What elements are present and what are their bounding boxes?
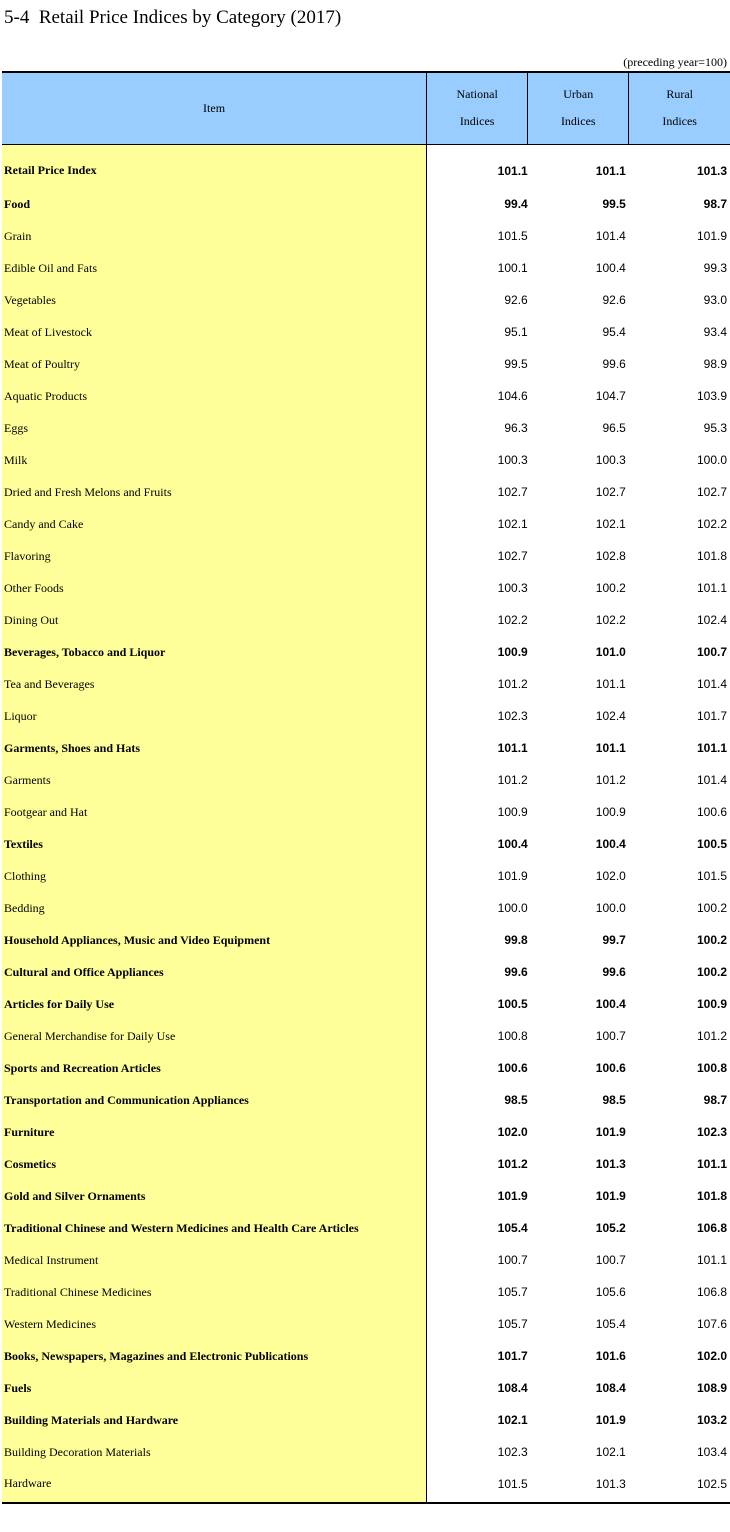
row-national-value: 102.1	[497, 1413, 528, 1427]
row-rural-value: 101.4	[696, 773, 727, 787]
row-urban-value: 101.3	[595, 1157, 626, 1171]
header-rural-line2: Indices	[662, 114, 697, 129]
row-national-value: 100.9	[497, 645, 528, 659]
row-item-label: Food	[2, 188, 427, 220]
row-rural-value: 99.3	[703, 261, 727, 275]
header-rural	[629, 72, 730, 144]
row-urban-value: 105.6	[595, 1285, 626, 1299]
header-row	[2, 72, 730, 144]
row-item-label: Gold and Silver Ornaments	[2, 1180, 427, 1212]
row-item-label: Milk	[2, 444, 427, 476]
row-item-label: Transportation and Communication Appliances	[2, 1084, 427, 1116]
table-row	[2, 144, 730, 188]
row-national-value: 100.5	[497, 997, 528, 1011]
row-rural-value: 100.2	[696, 901, 727, 915]
row-urban-value: 100.4	[595, 261, 626, 275]
row-national-value: 101.2	[497, 1157, 528, 1171]
row-urban-value: 99.6	[602, 357, 626, 371]
row-item-label: Liquor	[2, 700, 427, 732]
row-urban-value: 101.4	[595, 229, 626, 243]
row-item-label: Eggs	[2, 412, 427, 444]
row-rural-value: 98.7	[703, 1093, 727, 1107]
table-row	[2, 284, 730, 316]
header-urban-line1: Urban	[563, 87, 594, 102]
row-national-value: 101.2	[497, 677, 528, 691]
row-national-value: 100.6	[497, 1061, 528, 1075]
row-national-value: 99.4	[504, 197, 528, 211]
row-urban-value: 102.8	[595, 549, 626, 563]
row-urban-value: 96.5	[602, 421, 626, 435]
row-rural-value: 101.8	[696, 1189, 727, 1203]
row-rural-value: 101.1	[696, 741, 727, 755]
table-header	[2, 72, 730, 144]
table-row	[2, 732, 730, 764]
row-urban-value: 100.0	[595, 901, 626, 915]
table-row	[2, 348, 730, 380]
row-item-label: Clothing	[2, 860, 427, 892]
row-urban-value: 100.4	[595, 997, 626, 1011]
row-item-label: Household Appliances, Music and Video Equipment	[2, 924, 427, 956]
table-row	[2, 540, 730, 572]
row-item-label: Books, Newspapers, Magazines and Electronic Publications	[2, 1340, 427, 1372]
row-rural-value: 100.2	[696, 933, 727, 947]
row-rural-value: 100.6	[696, 805, 727, 819]
row-rural-value: 101.2	[696, 1029, 727, 1043]
row-urban-value: 101.9	[595, 1189, 626, 1203]
row-national-value: 99.8	[504, 933, 528, 947]
row-item-label: Traditional Chinese and Western Medicines and Health Care Articles	[2, 1212, 427, 1244]
table-row	[2, 956, 730, 988]
table-row	[2, 412, 730, 444]
table-row	[2, 668, 730, 700]
row-urban-value: 101.0	[595, 645, 626, 659]
table-row	[2, 636, 730, 668]
row-urban-value: 92.6	[602, 293, 626, 307]
row-national-value: 100.1	[497, 261, 528, 275]
table-row	[2, 1276, 730, 1308]
row-rural-value: 95.3	[703, 421, 727, 435]
row-national-value: 101.1	[497, 163, 528, 178]
row-rural-value: 102.5	[629, 1468, 730, 1503]
row-national-value: 100.3	[497, 581, 528, 595]
row-item-label: Western Medicines	[2, 1308, 427, 1340]
row-item-label: Aquatic Products	[2, 380, 427, 412]
table-row	[2, 1244, 730, 1276]
row-rural-value: 93.4	[703, 325, 727, 339]
row-rural-value: 106.8	[696, 1221, 727, 1235]
row-national-value: 102.3	[497, 709, 528, 723]
row-urban-value: 101.6	[595, 1349, 626, 1363]
row-urban-value: 98.5	[602, 1093, 626, 1107]
row-rural-value: 100.5	[696, 837, 727, 851]
row-national-value: 105.7	[497, 1317, 528, 1331]
table-row	[2, 1020, 730, 1052]
row-urban-value: 101.3	[528, 1468, 629, 1503]
table-row	[2, 476, 730, 508]
row-rural-value: 101.1	[696, 581, 727, 595]
row-item-label: Furniture	[2, 1116, 427, 1148]
table-row	[2, 764, 730, 796]
row-national-value: 101.9	[497, 869, 528, 883]
row-item-label: General Merchandise for Daily Use	[2, 1020, 427, 1052]
row-rural-value: 101.7	[696, 709, 727, 723]
row-urban-value: 102.7	[595, 485, 626, 499]
row-national-value: 101.2	[497, 773, 528, 787]
row-rural-value: 93.0	[703, 293, 727, 307]
table-row	[2, 1052, 730, 1084]
row-national-value: 105.7	[497, 1285, 528, 1299]
row-item-label: Textiles	[2, 828, 427, 860]
row-national-value: 100.9	[497, 805, 528, 819]
row-item-label: Cosmetics	[2, 1148, 427, 1180]
row-rural-value: 101.9	[696, 229, 727, 243]
row-item-label: Dried and Fresh Melons and Fruits	[2, 476, 427, 508]
row-rural-value: 107.6	[696, 1317, 727, 1331]
row-urban-value: 102.1	[595, 517, 626, 531]
row-urban-value: 99.5	[602, 197, 626, 211]
header-national-line1: National	[456, 87, 498, 102]
row-rural-value: 103.9	[696, 389, 727, 403]
table-row	[2, 316, 730, 348]
table-row	[2, 220, 730, 252]
table-row	[2, 988, 730, 1020]
row-urban-value: 102.2	[595, 613, 626, 627]
row-item-label: Footgear and Hat	[2, 796, 427, 828]
row-item-label: Fuels	[2, 1372, 427, 1404]
row-urban-value: 108.4	[595, 1381, 626, 1395]
row-national-value: 99.5	[504, 357, 528, 371]
row-item-label: Hardware	[2, 1468, 427, 1503]
row-national-value: 96.3	[504, 421, 528, 435]
row-urban-value: 102.0	[595, 869, 626, 883]
table-row	[2, 380, 730, 412]
row-national-value: 95.1	[504, 325, 528, 339]
row-rural-value: 102.0	[696, 1349, 727, 1363]
row-rural-value: 101.1	[696, 1157, 727, 1171]
row-item-label: Articles for Daily Use	[2, 988, 427, 1020]
row-item-label: Grain	[2, 220, 427, 252]
row-item-label: Building Decoration Materials	[2, 1436, 427, 1468]
row-urban-value: 95.4	[602, 325, 626, 339]
header-item: Item	[2, 72, 427, 144]
row-item-label: Retail Price Index	[2, 144, 427, 188]
row-urban-value: 102.1	[595, 1445, 626, 1459]
row-rural-value: 106.8	[696, 1285, 727, 1299]
table-row	[2, 1212, 730, 1244]
page-title: 5-4 Retail Price Indices by Category (2017)	[4, 7, 342, 28]
row-rural-value: 102.2	[696, 517, 727, 531]
row-national-value: 101.5	[427, 1468, 528, 1503]
row-item-label: Meat of Poultry	[2, 348, 427, 380]
row-urban-value: 100.7	[595, 1253, 626, 1267]
row-national-value: 92.6	[504, 293, 528, 307]
row-rural-value: 101.3	[696, 163, 727, 178]
row-urban-value: 100.4	[595, 837, 626, 851]
table-body	[2, 144, 730, 1503]
table-row	[2, 604, 730, 636]
row-rural-value: 98.9	[703, 357, 727, 371]
row-national-value: 102.7	[497, 549, 528, 563]
table-row	[2, 1372, 730, 1404]
row-item-label: Edible Oil and Fats	[2, 252, 427, 284]
header-urban	[528, 72, 629, 144]
row-item-label: Beverages, Tobacco and Liquor	[2, 636, 427, 668]
table-row	[2, 1148, 730, 1180]
row-urban-value: 105.2	[595, 1221, 626, 1235]
table-row	[2, 252, 730, 284]
row-urban-value: 105.4	[595, 1317, 626, 1331]
table-row	[2, 1308, 730, 1340]
table-row	[2, 1404, 730, 1436]
row-rural-value: 102.3	[696, 1125, 727, 1139]
row-national-value: 102.0	[497, 1125, 528, 1139]
base-year-note: (preceding year=100)	[623, 55, 727, 69]
row-urban-value: 99.7	[602, 933, 626, 947]
table-row	[2, 1116, 730, 1148]
row-national-value: 100.7	[497, 1253, 528, 1267]
row-rural-value: 100.9	[696, 997, 727, 1011]
row-national-value: 100.8	[497, 1029, 528, 1043]
row-national-value: 102.1	[497, 517, 528, 531]
row-urban-value: 100.2	[595, 581, 626, 595]
row-item-label: Traditional Chinese Medicines	[2, 1276, 427, 1308]
table-row	[2, 796, 730, 828]
row-rural-value: 103.2	[696, 1413, 727, 1427]
row-item-label: Bedding	[2, 892, 427, 924]
row-item-label: Medical Instrument	[2, 1244, 427, 1276]
row-urban-value: 101.9	[595, 1125, 626, 1139]
table-row	[2, 924, 730, 956]
row-rural-value: 101.8	[696, 549, 727, 563]
row-rural-value: 100.7	[696, 645, 727, 659]
row-urban-value: 101.1	[595, 741, 626, 755]
row-urban-value: 101.1	[595, 677, 626, 691]
row-national-value: 98.5	[504, 1093, 528, 1107]
row-rural-value: 108.9	[696, 1381, 727, 1395]
row-urban-value: 100.3	[595, 453, 626, 467]
row-national-value: 101.1	[497, 741, 528, 755]
row-rural-value: 101.5	[696, 869, 727, 883]
row-national-value: 101.7	[497, 1349, 528, 1363]
row-rural-value: 100.0	[696, 453, 727, 467]
row-urban-value: 100.6	[595, 1061, 626, 1075]
row-item-label: Garments, Shoes and Hats	[2, 732, 427, 764]
row-item-label: Vegetables	[2, 284, 427, 316]
table-row	[2, 508, 730, 540]
row-urban-value: 100.7	[595, 1029, 626, 1043]
row-urban-value: 101.2	[595, 773, 626, 787]
table-row	[2, 1436, 730, 1468]
row-item-label: Cultural and Office Appliances	[2, 956, 427, 988]
row-rural-value: 102.7	[696, 485, 727, 499]
row-national-value: 100.0	[497, 901, 528, 915]
row-national-value: 100.3	[497, 453, 528, 467]
row-national-value: 105.4	[497, 1221, 528, 1235]
row-item-label: Candy and Cake	[2, 508, 427, 540]
row-urban-value: 101.9	[595, 1413, 626, 1427]
row-item-label: Tea and Beverages	[2, 668, 427, 700]
row-national-value: 102.3	[497, 1445, 528, 1459]
row-item-label: Building Materials and Hardware	[2, 1404, 427, 1436]
header-rural-line1: Rural	[666, 87, 693, 102]
row-national-value: 99.6	[504, 965, 528, 979]
row-rural-value: 100.8	[696, 1061, 727, 1075]
table-row	[2, 860, 730, 892]
table-row	[2, 1340, 730, 1372]
row-national-value: 101.5	[497, 229, 528, 243]
table-row	[2, 1468, 730, 1503]
row-urban-value: 99.6	[602, 965, 626, 979]
row-urban-value: 100.9	[595, 805, 626, 819]
retail-price-table	[2, 71, 730, 1504]
table-row	[2, 700, 730, 732]
row-national-value: 101.9	[497, 1189, 528, 1203]
row-item-label: Meat of Livestock	[2, 316, 427, 348]
header-national-line2: Indices	[459, 114, 495, 129]
header-national	[427, 72, 528, 144]
row-urban-value: 102.4	[595, 709, 626, 723]
table-row	[2, 1180, 730, 1212]
row-national-value: 108.4	[497, 1381, 528, 1395]
table-row	[2, 828, 730, 860]
row-urban-value: 101.1	[595, 163, 626, 178]
row-rural-value: 101.4	[696, 677, 727, 691]
table-row	[2, 188, 730, 220]
row-item-label: Flavoring	[2, 540, 427, 572]
row-urban-value: 104.7	[595, 389, 626, 403]
row-item-label: Dining Out	[2, 604, 427, 636]
row-national-value: 102.7	[497, 485, 528, 499]
row-national-value: 104.6	[497, 389, 528, 403]
table-row	[2, 444, 730, 476]
row-national-value: 102.2	[497, 613, 528, 627]
row-rural-value: 102.4	[696, 613, 727, 627]
row-rural-value: 103.4	[696, 1445, 727, 1459]
table-row	[2, 892, 730, 924]
row-national-value: 100.4	[497, 837, 528, 851]
row-item-label: Sports and Recreation Articles	[2, 1052, 427, 1084]
row-rural-value: 98.7	[703, 197, 727, 211]
header-urban-line2: Indices	[560, 114, 596, 129]
row-item-label: Other Foods	[2, 572, 427, 604]
row-rural-value: 100.2	[696, 965, 727, 979]
table-row	[2, 572, 730, 604]
row-rural-value: 101.1	[696, 1253, 727, 1267]
table-row	[2, 1084, 730, 1116]
row-item-label: Garments	[2, 764, 427, 796]
